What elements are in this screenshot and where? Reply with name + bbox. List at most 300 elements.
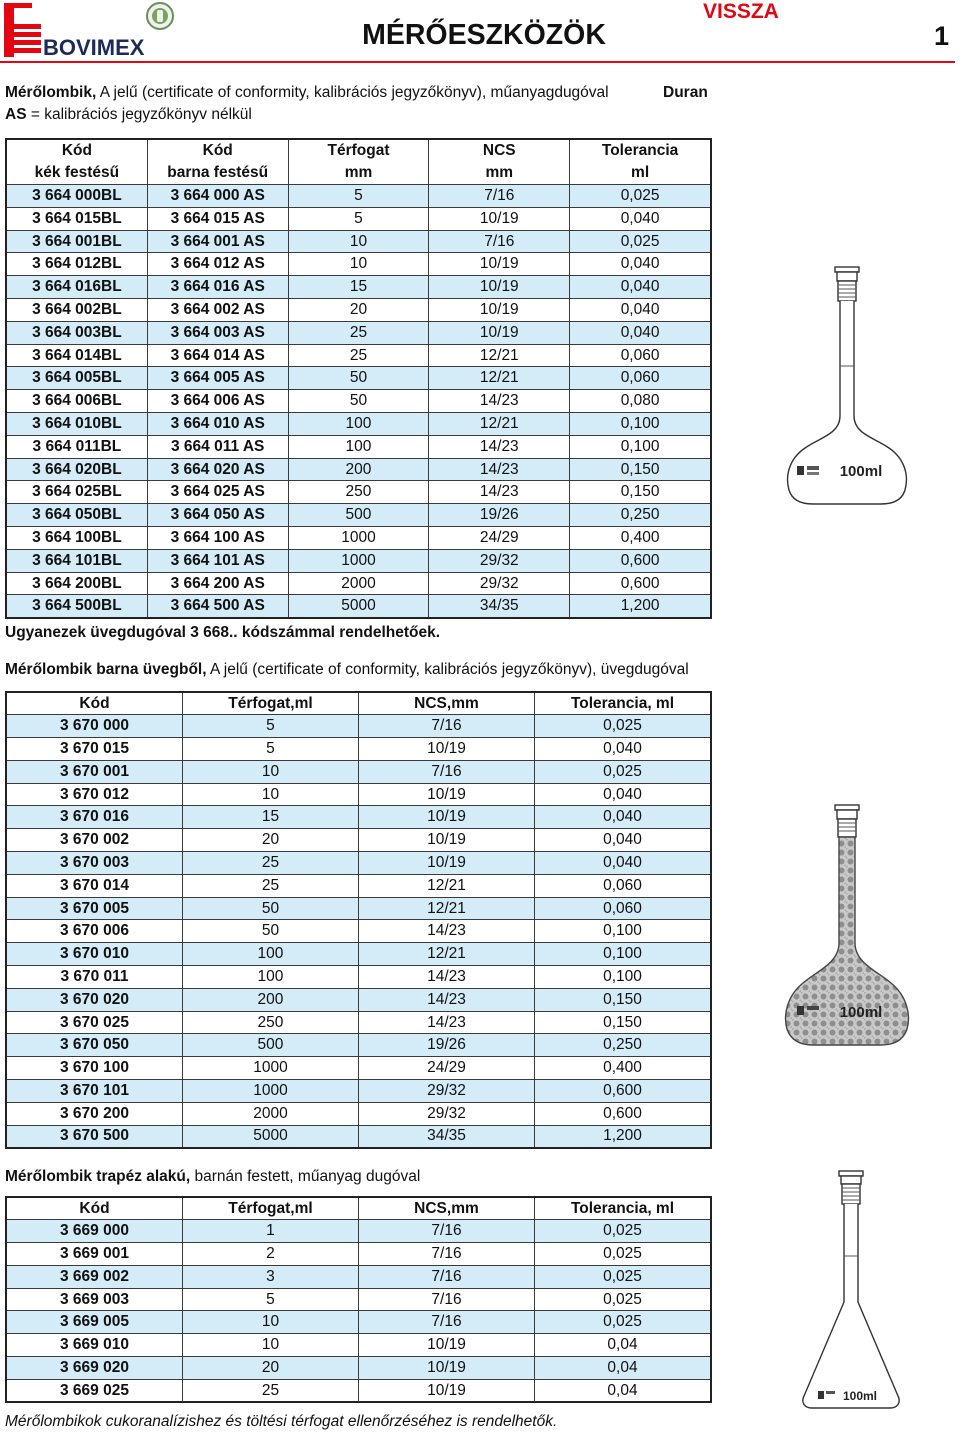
table-row bbox=[6, 852, 711, 875]
table-head bbox=[6, 139, 711, 185]
table-cell: 0,025 bbox=[534, 760, 711, 783]
table-cell: 3 664 200 AS bbox=[147, 572, 288, 595]
table-row bbox=[6, 253, 711, 276]
table-row bbox=[6, 1080, 711, 1103]
table-cell: 50 bbox=[182, 920, 358, 943]
table-cell: 100 bbox=[288, 413, 429, 436]
table-cell: 0,100 bbox=[534, 943, 711, 966]
table-cell: 20 bbox=[182, 1357, 358, 1380]
table-cell: 3 664 012 AS bbox=[147, 253, 288, 276]
column-header: Kód bbox=[6, 139, 147, 162]
table-cell: 0,600 bbox=[534, 1080, 711, 1103]
section-2-title bbox=[5, 661, 689, 679]
table-row bbox=[6, 1288, 711, 1311]
table-cell: 3 670 010 bbox=[6, 943, 182, 966]
table-cell: 10 bbox=[182, 1334, 358, 1357]
table-cell: 0,025 bbox=[570, 230, 711, 253]
table-cell: 3 664 001 AS bbox=[147, 230, 288, 253]
column-header: mm bbox=[429, 162, 570, 185]
table-cell: 20 bbox=[288, 299, 429, 322]
table-row bbox=[6, 549, 711, 572]
column-header: ml bbox=[570, 162, 711, 185]
table-cell: 3 670 025 bbox=[6, 1011, 182, 1034]
table-row bbox=[6, 1243, 711, 1266]
table-cell: 3 670 100 bbox=[6, 1057, 182, 1080]
table-cell: 3 664 014BL bbox=[6, 344, 147, 367]
table-row bbox=[6, 988, 711, 1011]
table-cell: 3 664 101BL bbox=[6, 549, 147, 572]
table-cell: 10/19 bbox=[358, 1334, 534, 1357]
table-cell: 5000 bbox=[288, 595, 429, 618]
table-cell: 25 bbox=[288, 321, 429, 344]
table-cell: 3 669 020 bbox=[6, 1357, 182, 1380]
table-cell: 10/19 bbox=[429, 299, 570, 322]
table-cell: 3 664 050 AS bbox=[147, 504, 288, 527]
table-cell: 0,025 bbox=[534, 1243, 711, 1266]
column-header: barna festésű bbox=[147, 162, 288, 185]
table-cell: 200 bbox=[288, 458, 429, 481]
table-cell: 3 670 002 bbox=[6, 829, 182, 852]
table-cell: 3 670 020 bbox=[6, 988, 182, 1011]
table-row bbox=[6, 1379, 711, 1402]
page-title: MÉRŐESZKÖZÖK bbox=[362, 19, 606, 51]
section-1-title bbox=[5, 84, 609, 102]
table-cell: 12/21 bbox=[358, 943, 534, 966]
table-cell: 3 670 016 bbox=[6, 806, 182, 829]
table-cell: 200 bbox=[182, 988, 358, 1011]
table-cell: 3 664 100BL bbox=[6, 527, 147, 550]
table-cell: 5 bbox=[182, 715, 358, 738]
table-cell: 3 664 001BL bbox=[6, 230, 147, 253]
column-header: Kód bbox=[147, 139, 288, 162]
table-cell: 10/19 bbox=[358, 829, 534, 852]
table-cell: 0,04 bbox=[534, 1334, 711, 1357]
table-cell: 3 664 003 AS bbox=[147, 321, 288, 344]
table-cell: 0,025 bbox=[534, 1265, 711, 1288]
table-cell: 3 664 100 AS bbox=[147, 527, 288, 550]
table-cell: 10 bbox=[182, 1311, 358, 1334]
table-cell: 3 670 101 bbox=[6, 1080, 182, 1103]
table-row bbox=[6, 1265, 711, 1288]
table-cell: 24/29 bbox=[429, 527, 570, 550]
table-cell: 3 664 020BL bbox=[6, 458, 147, 481]
table-cell: 0,04 bbox=[534, 1357, 711, 1380]
section-1-note bbox=[5, 106, 252, 124]
table-cell: 0,060 bbox=[570, 367, 711, 390]
table-row bbox=[6, 1011, 711, 1034]
table-cell: 5 bbox=[182, 738, 358, 761]
table-cell: 3 664 011BL bbox=[6, 435, 147, 458]
section-1-note-rest: = kalibrációs jegyzőkönyv nélkül bbox=[30, 106, 252, 123]
column-header: Kód bbox=[6, 1197, 182, 1220]
table-row bbox=[6, 276, 711, 299]
table-cell: 3 669 003 bbox=[6, 1288, 182, 1311]
table-cell: 3 664 005 AS bbox=[147, 367, 288, 390]
table-cell: 3 664 016BL bbox=[6, 276, 147, 299]
table-row bbox=[6, 874, 711, 897]
table-cell: 0,025 bbox=[534, 1288, 711, 1311]
table-cell: 29/32 bbox=[358, 1102, 534, 1125]
table-row bbox=[6, 344, 711, 367]
table-cell: 3 664 006BL bbox=[6, 390, 147, 413]
table-cell: 3 669 010 bbox=[6, 1334, 182, 1357]
table-cell: 12/21 bbox=[429, 367, 570, 390]
table-cell: 3 670 000 bbox=[6, 715, 182, 738]
table-cell: 0,060 bbox=[570, 344, 711, 367]
table-row bbox=[6, 715, 711, 738]
table-cell: 25 bbox=[182, 874, 358, 897]
table-row bbox=[6, 1334, 711, 1357]
section-2-title-rest: A jelű (certificate of conformity, kalibrációs jegyzőkönyv), üvegdugóval bbox=[209, 661, 689, 678]
table-cell: 3 664 016 AS bbox=[147, 276, 288, 299]
table-row bbox=[6, 367, 711, 390]
table-cell: 2 bbox=[182, 1243, 358, 1266]
table-cell: 3 670 003 bbox=[6, 852, 182, 875]
table-cell: 3 664 014 AS bbox=[147, 344, 288, 367]
header-divider bbox=[0, 61, 955, 63]
section-2-title-bold: Mérőlombik barna üvegből, bbox=[5, 661, 207, 678]
table-cell: 3 664 003BL bbox=[6, 321, 147, 344]
table-cell: 2000 bbox=[288, 572, 429, 595]
column-header: NCS,mm bbox=[358, 692, 534, 715]
table-cell: 3 669 002 bbox=[6, 1265, 182, 1288]
table-cell: 3 664 002 AS bbox=[147, 299, 288, 322]
table-cell: 0,04 bbox=[534, 1379, 711, 1402]
table-cell: 10/19 bbox=[358, 783, 534, 806]
table-cell: 3 669 005 bbox=[6, 1311, 182, 1334]
table-cell: 100 bbox=[182, 966, 358, 989]
table-cell: 1000 bbox=[182, 1057, 358, 1080]
table-cell: 10 bbox=[288, 253, 429, 276]
table-cell: 12/21 bbox=[429, 344, 570, 367]
table-cell: 10 bbox=[182, 783, 358, 806]
table-row bbox=[6, 806, 711, 829]
table-row bbox=[6, 783, 711, 806]
section-1-title-rest: A jelű (certificate of conformity, kalibrációs jegyzőkönyv), műanyagdugóval bbox=[99, 84, 609, 101]
column-header: Tolerancia, ml bbox=[534, 1197, 711, 1220]
table-cell: 20 bbox=[182, 829, 358, 852]
table-cell: 500 bbox=[288, 504, 429, 527]
column-header: NCS bbox=[429, 139, 570, 162]
table-cell: 3 664 025BL bbox=[6, 481, 147, 504]
table-row bbox=[6, 572, 711, 595]
table-cell: 0,150 bbox=[570, 458, 711, 481]
table-cell: 50 bbox=[182, 897, 358, 920]
table-cell: 3 664 011 AS bbox=[147, 435, 288, 458]
table-cell: 7/16 bbox=[429, 185, 570, 208]
table-cell: 10/19 bbox=[358, 1357, 534, 1380]
table-row bbox=[6, 595, 711, 618]
table-cell: 10/19 bbox=[429, 253, 570, 276]
bovimex-logo bbox=[0, 0, 180, 60]
table-cell: 10/19 bbox=[358, 852, 534, 875]
table-cell: 3 664 015BL bbox=[6, 207, 147, 230]
table-cell: 5000 bbox=[182, 1125, 358, 1148]
table-cell: 3 670 015 bbox=[6, 738, 182, 761]
table-cell: 0,060 bbox=[534, 874, 711, 897]
table-row bbox=[6, 185, 711, 208]
section-1-note-bold: AS bbox=[5, 106, 27, 123]
table-cell: 50 bbox=[288, 390, 429, 413]
table-cell: 0,040 bbox=[534, 806, 711, 829]
table-duran-flasks bbox=[5, 138, 712, 619]
table-cell: 0,040 bbox=[570, 276, 711, 299]
volumetric-flask-clear-icon bbox=[783, 266, 911, 508]
table-cell: 14/23 bbox=[429, 435, 570, 458]
table-cell: 15 bbox=[182, 806, 358, 829]
table-header-row bbox=[6, 162, 711, 185]
table-row bbox=[6, 1311, 711, 1334]
table-row bbox=[6, 760, 711, 783]
back-link[interactable]: VISSZA bbox=[703, 0, 779, 23]
section-3-title bbox=[5, 1168, 420, 1186]
table-row bbox=[6, 897, 711, 920]
table-cell: 3 bbox=[182, 1265, 358, 1288]
table-row bbox=[6, 390, 711, 413]
table-cell: 7/16 bbox=[429, 230, 570, 253]
table-cell: 5 bbox=[182, 1288, 358, 1311]
table-cell: 0,150 bbox=[534, 1011, 711, 1034]
table-cell: 5 bbox=[288, 185, 429, 208]
table-cell: 3 670 500 bbox=[6, 1125, 182, 1148]
table-cell: 2000 bbox=[182, 1102, 358, 1125]
table-head bbox=[6, 692, 711, 715]
table-cell: 0,025 bbox=[534, 715, 711, 738]
table-head bbox=[6, 1197, 711, 1220]
table-cell: 19/26 bbox=[358, 1034, 534, 1057]
table-cell: 0,250 bbox=[570, 504, 711, 527]
column-header: kék festésű bbox=[6, 162, 147, 185]
flask-volume-label: 100ml bbox=[842, 1389, 878, 1403]
table-cell: 7/16 bbox=[358, 1311, 534, 1334]
table-cell: 7/16 bbox=[358, 1265, 534, 1288]
table-cell: 14/23 bbox=[429, 481, 570, 504]
table-cell: 10/19 bbox=[358, 1379, 534, 1402]
table-cell: 3 664 002BL bbox=[6, 299, 147, 322]
column-header: Tolerancia, ml bbox=[534, 692, 711, 715]
table-header-row bbox=[6, 1197, 711, 1220]
table-row bbox=[6, 829, 711, 852]
table-cell: 7/16 bbox=[358, 1220, 534, 1243]
column-header: Térfogat,ml bbox=[182, 1197, 358, 1220]
table-cell: 0,100 bbox=[534, 966, 711, 989]
table-cell: 19/26 bbox=[429, 504, 570, 527]
table-cell: 3 664 012BL bbox=[6, 253, 147, 276]
table-cell: 1,200 bbox=[570, 595, 711, 618]
table-cell: 10 bbox=[182, 760, 358, 783]
table-cell: 0,600 bbox=[570, 549, 711, 572]
table-cell: 3 670 001 bbox=[6, 760, 182, 783]
table-cell: 3 664 000 AS bbox=[147, 185, 288, 208]
table-row bbox=[6, 458, 711, 481]
table-row bbox=[6, 966, 711, 989]
table-row bbox=[6, 1102, 711, 1125]
table-cell: 29/32 bbox=[358, 1080, 534, 1103]
table-brown-glass-flasks bbox=[5, 691, 712, 1149]
table-cell: 3 664 010BL bbox=[6, 413, 147, 436]
table-row bbox=[6, 230, 711, 253]
table-cell: 1000 bbox=[288, 549, 429, 572]
table-cell: 3 664 005BL bbox=[6, 367, 147, 390]
table-cell: 0,600 bbox=[570, 572, 711, 595]
table-cell: 10/19 bbox=[358, 738, 534, 761]
table-cell: 500 bbox=[182, 1034, 358, 1057]
table-row bbox=[6, 1220, 711, 1243]
table-cell: 10/19 bbox=[429, 276, 570, 299]
section-1-after-note: Ugyanezek üvegdugóval 3 668.. kódszámmal rendelhetőek. bbox=[5, 624, 441, 641]
table-cell: 250 bbox=[182, 1011, 358, 1034]
table-cell: 3 664 500BL bbox=[6, 595, 147, 618]
table-cell: 7/16 bbox=[358, 760, 534, 783]
table-cell: 3 670 200 bbox=[6, 1102, 182, 1125]
table-cell: 12/21 bbox=[358, 897, 534, 920]
table-cell: 0,040 bbox=[570, 253, 711, 276]
table-cell: 12/21 bbox=[429, 413, 570, 436]
table-cell: 3 670 006 bbox=[6, 920, 182, 943]
table-cell: 3 664 015 AS bbox=[147, 207, 288, 230]
table-cell: 3 664 101 AS bbox=[147, 549, 288, 572]
table-cell: 7/16 bbox=[358, 1288, 534, 1311]
table-cell: 0,040 bbox=[570, 321, 711, 344]
table-cell: 24/29 bbox=[358, 1057, 534, 1080]
table-cell: 10 bbox=[288, 230, 429, 253]
table-cell: 29/32 bbox=[429, 549, 570, 572]
table-cell: 3 670 050 bbox=[6, 1034, 182, 1057]
table-row bbox=[6, 481, 711, 504]
table-cell: 0,100 bbox=[534, 920, 711, 943]
table-row bbox=[6, 920, 711, 943]
table-cell: 14/23 bbox=[429, 458, 570, 481]
table-cell: 3 664 006 AS bbox=[147, 390, 288, 413]
table-cell: 0,100 bbox=[570, 413, 711, 436]
volumetric-flask-trapezoid-icon bbox=[798, 1170, 904, 1412]
table-cell: 5 bbox=[288, 207, 429, 230]
volumetric-flask-brown-icon bbox=[783, 803, 911, 1048]
table-row bbox=[6, 1125, 711, 1148]
table-cell: 14/23 bbox=[358, 1011, 534, 1034]
table-row bbox=[6, 207, 711, 230]
section-3-title-bold: Mérőlombik trapéz alakú, bbox=[5, 1168, 191, 1185]
table-cell: 3 664 020 AS bbox=[147, 458, 288, 481]
table-cell: 0,080 bbox=[570, 390, 711, 413]
table-cell: 10/19 bbox=[358, 806, 534, 829]
table-row bbox=[6, 943, 711, 966]
column-header: Térfogat,ml bbox=[182, 692, 358, 715]
table-cell: 3 669 025 bbox=[6, 1379, 182, 1402]
table-row bbox=[6, 1034, 711, 1057]
table-cell: 100 bbox=[288, 435, 429, 458]
table-cell: 3 664 000BL bbox=[6, 185, 147, 208]
column-header: mm bbox=[288, 162, 429, 185]
table-cell: 14/23 bbox=[358, 920, 534, 943]
table-cell: 0,040 bbox=[534, 852, 711, 875]
table-body bbox=[6, 1220, 711, 1402]
table-cell: 50 bbox=[288, 367, 429, 390]
table-cell: 25 bbox=[182, 1379, 358, 1402]
table-cell: 0,400 bbox=[570, 527, 711, 550]
section-3-title-rest: barnán festett, műanyag dugóval bbox=[194, 1168, 421, 1185]
table-cell: 34/35 bbox=[358, 1125, 534, 1148]
table-cell: 7/16 bbox=[358, 715, 534, 738]
table-cell: 29/32 bbox=[429, 572, 570, 595]
table-cell: 14/23 bbox=[358, 988, 534, 1011]
table-cell: 10/19 bbox=[429, 321, 570, 344]
table-cell: 1 bbox=[182, 1220, 358, 1243]
table-cell: 3 664 010 AS bbox=[147, 413, 288, 436]
table-cell: 25 bbox=[182, 852, 358, 875]
table-cell: 34/35 bbox=[429, 595, 570, 618]
table-header-row bbox=[6, 692, 711, 715]
table-row bbox=[6, 527, 711, 550]
table-cell: 250 bbox=[288, 481, 429, 504]
table-cell: 15 bbox=[288, 276, 429, 299]
table-cell: 3 669 000 bbox=[6, 1220, 182, 1243]
table-cell: 3 670 012 bbox=[6, 783, 182, 806]
table-cell: 1000 bbox=[288, 527, 429, 550]
table-row bbox=[6, 1057, 711, 1080]
table-cell: 0,400 bbox=[534, 1057, 711, 1080]
brand-wordmark: BOVIMEX bbox=[43, 35, 145, 60]
table-cell: 0,040 bbox=[534, 783, 711, 806]
table-cell: 0,040 bbox=[534, 738, 711, 761]
table-cell: 3 670 014 bbox=[6, 874, 182, 897]
table-cell: 0,025 bbox=[570, 185, 711, 208]
table-row bbox=[6, 299, 711, 322]
table-row bbox=[6, 738, 711, 761]
table-cell: 0,040 bbox=[534, 829, 711, 852]
page-number: 1 bbox=[934, 21, 950, 51]
flask-volume-label: 100ml bbox=[839, 1004, 883, 1021]
table-cell: 1,200 bbox=[534, 1125, 711, 1148]
table-cell: 0,040 bbox=[570, 299, 711, 322]
table-cell: 10/19 bbox=[429, 207, 570, 230]
table-cell: 0,100 bbox=[570, 435, 711, 458]
table-cell: 0,025 bbox=[534, 1220, 711, 1243]
table-trapezoid-flasks bbox=[5, 1196, 712, 1403]
table-cell: 0,600 bbox=[534, 1102, 711, 1125]
table-cell: 1000 bbox=[182, 1080, 358, 1103]
table-body bbox=[6, 185, 711, 618]
table-cell: 3 664 500 AS bbox=[147, 595, 288, 618]
table-cell: 100 bbox=[182, 943, 358, 966]
table-row bbox=[6, 413, 711, 436]
table-cell: 0,040 bbox=[570, 207, 711, 230]
table-cell: 0,150 bbox=[570, 481, 711, 504]
table-cell: 3 670 011 bbox=[6, 966, 182, 989]
table-cell: 3 664 050BL bbox=[6, 504, 147, 527]
emblem-icon bbox=[147, 3, 173, 29]
table-row bbox=[6, 321, 711, 344]
table-row bbox=[6, 435, 711, 458]
table-cell: 0,250 bbox=[534, 1034, 711, 1057]
table-cell: 14/23 bbox=[358, 966, 534, 989]
section-1-title-bold: Mérőlombik, bbox=[5, 84, 97, 101]
table-body bbox=[6, 715, 711, 1148]
table-cell: 3 664 200BL bbox=[6, 572, 147, 595]
table-cell: 12/21 bbox=[358, 874, 534, 897]
table-cell: 0,025 bbox=[534, 1311, 711, 1334]
table-cell: 3 669 001 bbox=[6, 1243, 182, 1266]
table-cell: 7/16 bbox=[358, 1243, 534, 1266]
table-header-row bbox=[6, 139, 711, 162]
table-cell: 14/23 bbox=[429, 390, 570, 413]
column-header: Térfogat bbox=[288, 139, 429, 162]
table-cell: 0,150 bbox=[534, 988, 711, 1011]
table-row bbox=[6, 1357, 711, 1380]
table-cell: 0,060 bbox=[534, 897, 711, 920]
footer-note: Mérőlombikok cukoranalízishez és töltési térfogat ellenőrzéséhez is rendelhetők. bbox=[5, 1413, 558, 1430]
table-cell: 25 bbox=[288, 344, 429, 367]
